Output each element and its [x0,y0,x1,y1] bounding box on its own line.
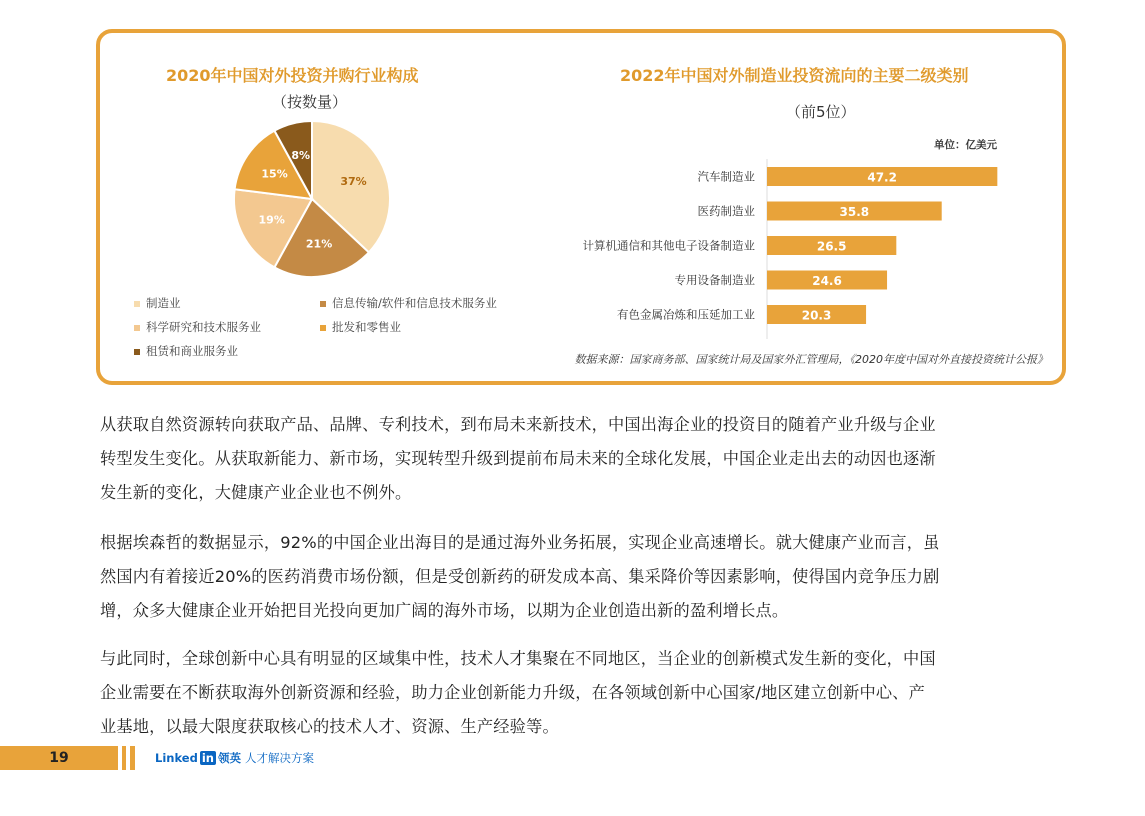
logo-subtitle: 人才解决方案 [244,751,314,765]
legend-label: 批发和零售业 [332,320,401,334]
bar-category-label: 专用设备制造业 [674,273,755,287]
paragraph-line: 然国内有着接近20%的医药消费市场份额，但是受创新药的研发成本高、集采降价等因素影响，使得国内竞争压力剧 [100,567,940,586]
bar-chart-title: 2022年中国对外制造业投资流向的主要二级类别 [620,66,969,85]
bar-value-label: 24.6 [812,274,842,288]
pie-slice-label: 8% [291,149,311,163]
bar-category-label: 汽车制造业 [697,169,755,184]
bar-value-label: 47.2 [867,170,897,185]
paragraph-line: 增，众多大健康企业开始把目光投向更加广阔的海外市场，以期为企业创造出新的盈利增长点。 [100,601,789,620]
legend-label: 租赁和商业服务业 [146,344,238,358]
paragraph-2 [100,526,1060,628]
bar-category-label: 医药制造业 [697,204,755,218]
paragraph-line: 转型发生变化。从获取新能力、新市场，实现转型升级到提前布局未来的全球化发展，中国企业走出去的动因也逐渐 [100,449,936,468]
paragraph-line: 与此同时，全球创新中心具有明显的区域集中性，技术人才集聚在不同地区，当企业的创新模式发生新的变化，中国 [100,649,936,668]
pie-slice-label: 37% [340,175,367,189]
paragraph-3 [100,642,1060,744]
bar-value-label: 26.5 [816,239,847,254]
bar-category-label: 计算机通信和其他电子设备制造业 [582,238,755,253]
pie-slice-label: 21% [305,237,333,251]
legend-label: 信息传输/软件和信息技术服务业 [332,296,497,310]
footer-stripe [122,746,126,770]
pie-chart-subtitle: （按数量） [272,93,348,111]
pie-slice-label: 15% [261,167,288,181]
logo-cn: 领英 [217,751,241,765]
bar-chart-subtitle: （前5位） [786,103,856,121]
bar-value-label: 35.8 [839,205,870,219]
paragraph-line: 从获取自然资源转向获取产品、品牌、专利技术，到布局未来新技术，中国出海企业的投资目的随着产业升级与企业 [100,415,936,434]
legend-label: 科学研究和技术服务业 [146,320,261,334]
chart-panel [96,29,1066,385]
logo-text: Linked [155,751,198,765]
paragraph-line: 业基地，以最大限度获取核心的技术人才、资源、生产经验等。 [100,717,559,736]
data-source: 数据来源：国家商务部、国家统计局及国家外汇管理局，《2020年度中国对外直接投资统计公报》 [574,353,1048,366]
bar-chart [100,33,1062,353]
footer-stripe [130,746,135,770]
bar-chart-unit: 单位：亿美元 [934,139,997,151]
paragraph-line: 发生新的变化，大健康产业企业也不例外。 [100,483,412,502]
bar-category-label: 有色金属冶炼和压延加工业 [617,307,755,322]
pie-slice-label: 19% [258,213,285,227]
paragraph-line: 企业需要在不断获取海外创新资源和经验，助力企业创新能力升级，在各领域创新中心国家/地区建立创新中心、产 [100,683,926,702]
bar-value-label: 20.3 [801,308,832,323]
page-number: 19 [49,750,69,766]
paragraph-line: 根据埃森哲的数据显示，92%的中国企业出海目的是通过海外业务拓展，实现企业高速增长。就大健康产业而言，虽 [100,533,940,552]
linkedin-logo [155,750,314,766]
logo-in-box: in [201,751,214,765]
paragraph-1 [100,408,1060,510]
pie-chart-title: 2020年中国对外投资并购行业构成 [166,66,419,85]
legend-label: 制造业 [146,296,181,310]
